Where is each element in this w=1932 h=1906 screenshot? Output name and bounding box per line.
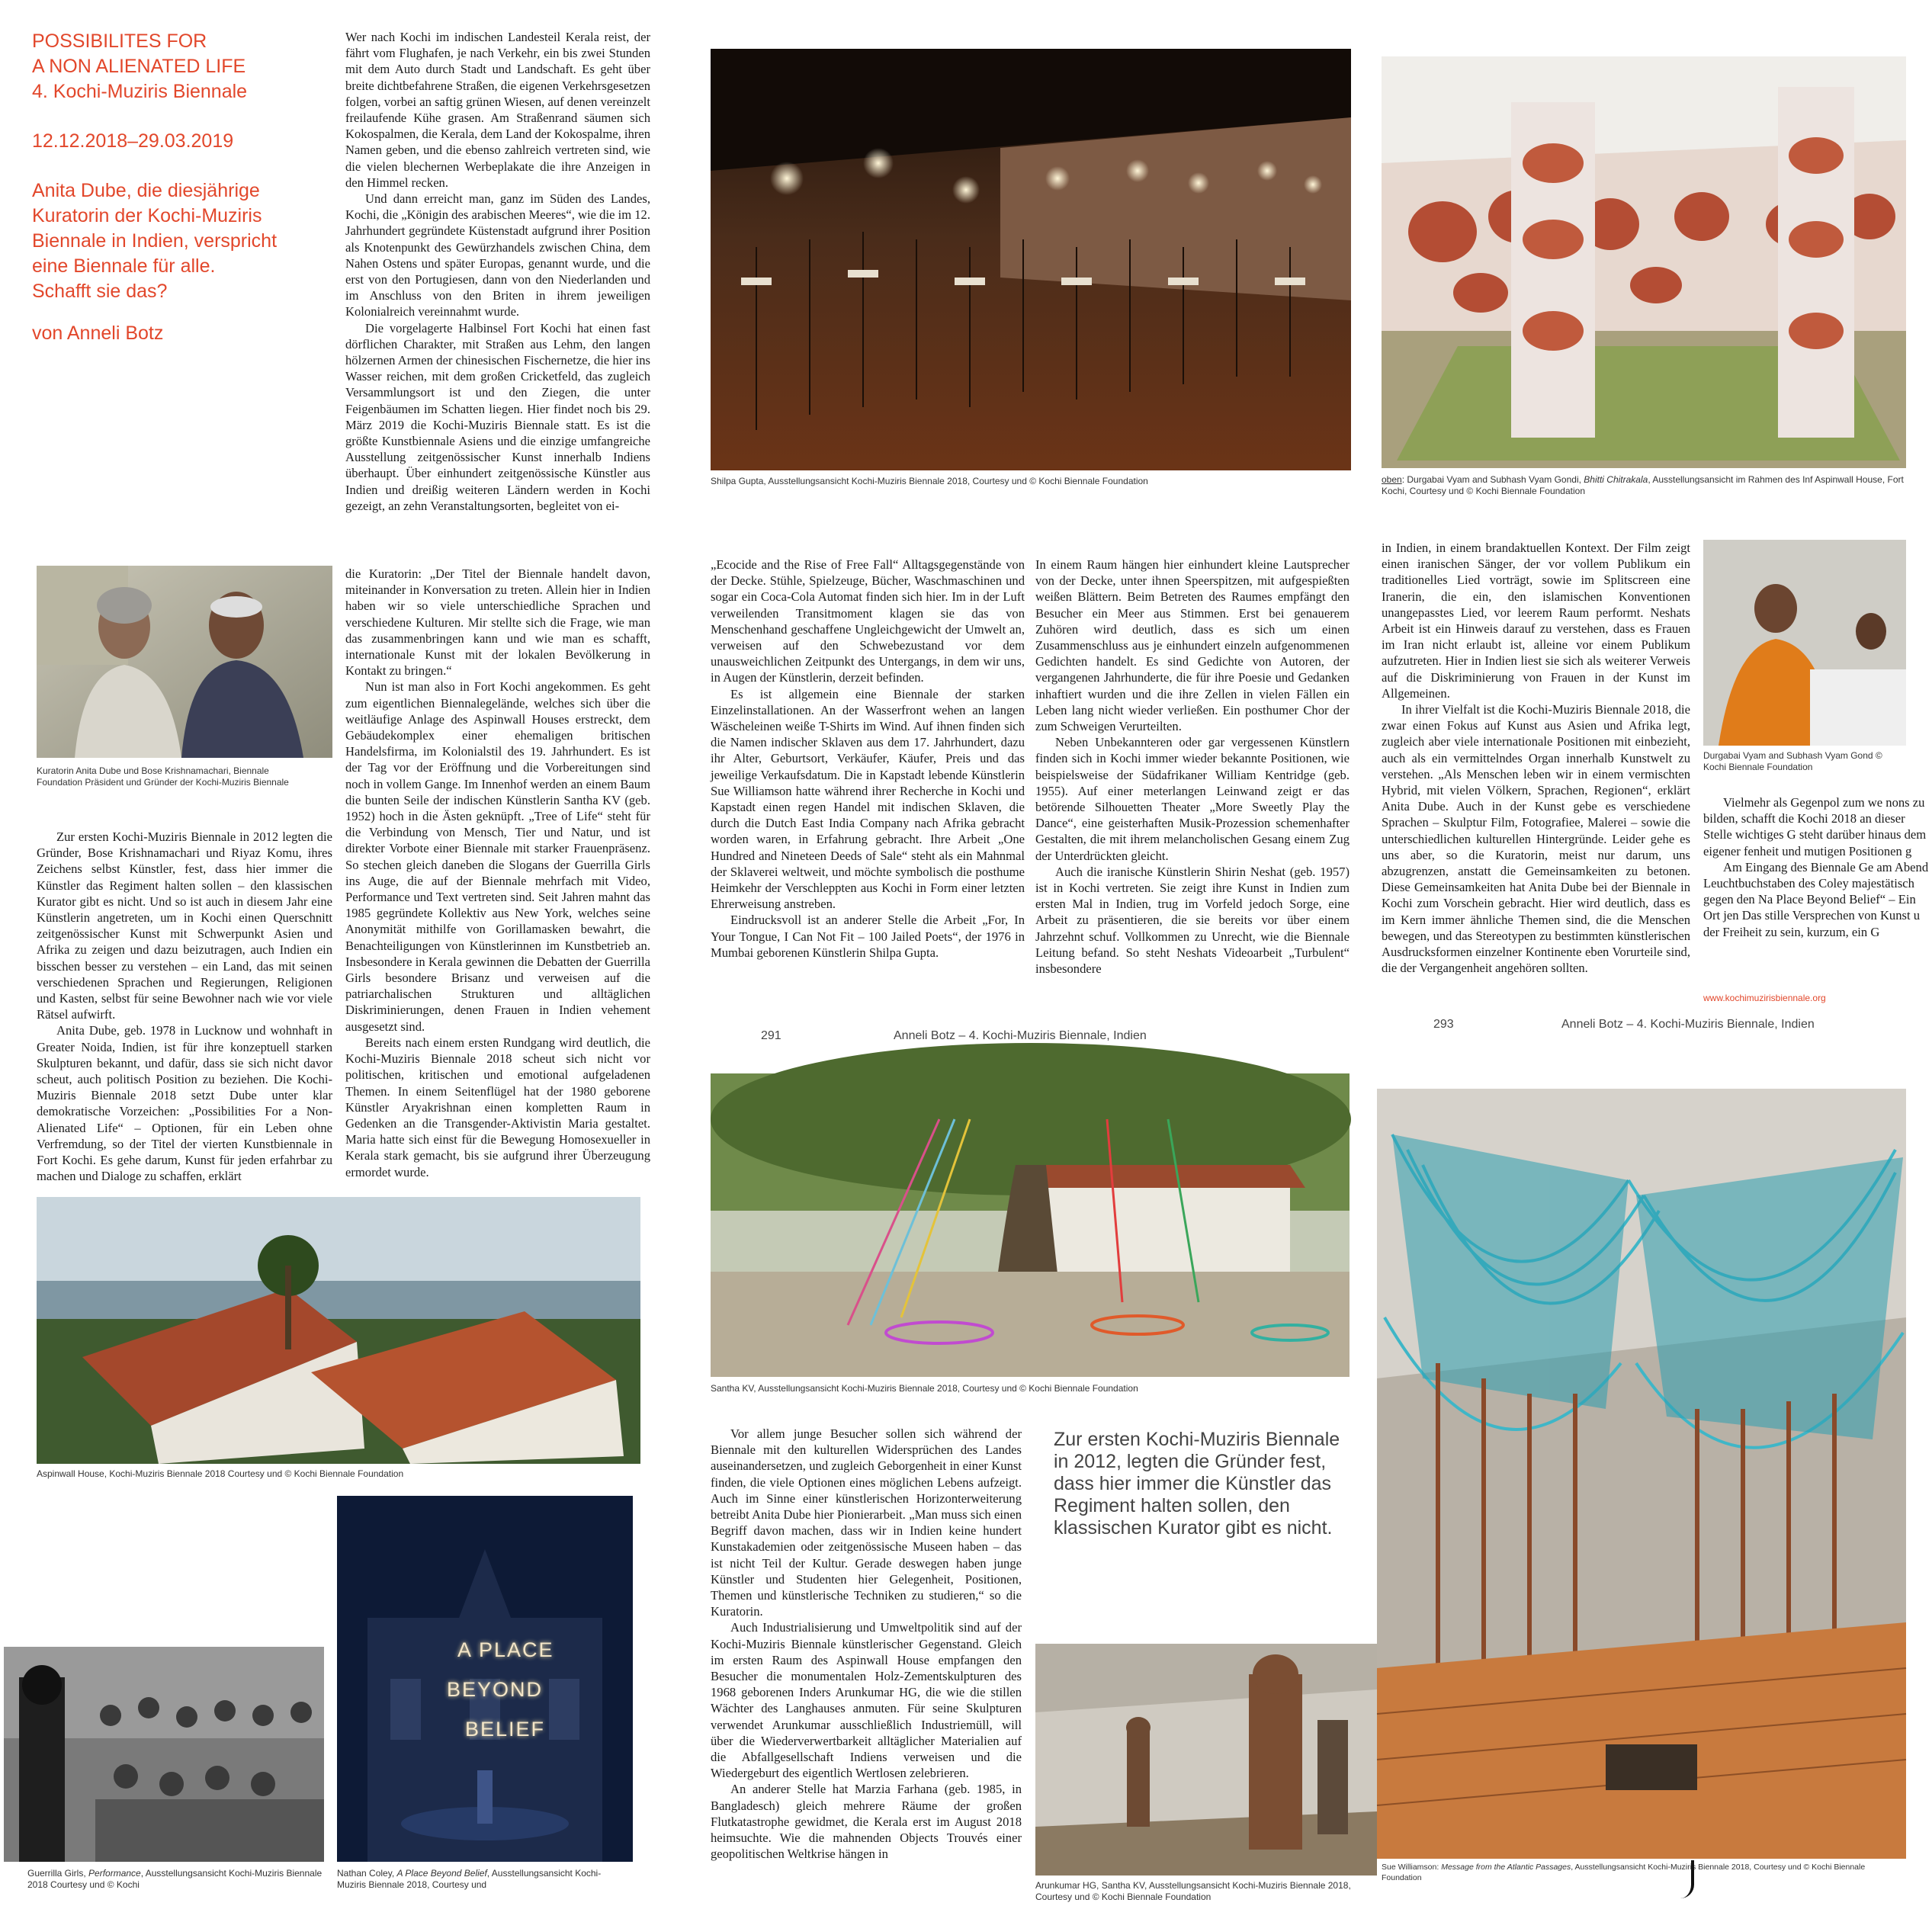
paragraph: An anderer Stelle hat Marzia Farhana (geb. 1985, in Bangladesch) gleich mehrere Räume der großen Flutkatastrophe gewidmet, die Kerala erst im August 2018 heimsuchte. Wie die mahnenden Objects Trouvés einer geopolitischen Weltkrise hängen in	[711, 1782, 1022, 1862]
durgabai-photo	[1703, 540, 1906, 746]
headline-line-2: A NON ALIENATED LIFE	[32, 56, 246, 77]
headline-block	[32, 29, 322, 346]
paragraph: Eindrucksvoll ist an anderer Stelle die Arbeit „For, In Your Tongue, I Can Not Fit – 100 Jailed Poets“, der 1976 in Mumbai geborenen Künstlerin Shilpa Gupta.	[711, 913, 1025, 960]
pull-quote-line: Regiment halten sollen, den	[1054, 1495, 1290, 1516]
paragraph: Vielmehr als Gegenpol zum we nons zu bilden, schafft die Kochi 2018 an dieser Stelle wichtiges G steht darüber hinaus dem eigener fenheit und mutigen Positionen g	[1703, 795, 1927, 858]
article-column-1-bottom	[37, 829, 332, 1184]
dates: 12.12.2018–29.03.2019	[32, 130, 234, 152]
caption-text: Sue Williamson: Message from the Atlantic Passages, Ausstellungsansicht Kochi-Muziris Biennale 2018, Courtesy und © Kochi Biennale Foundation	[1382, 1863, 1866, 1882]
caption-text: Kuratorin Anita Dube und Bose Krishnamachari, Biennale Foundation Präsident und Gründer der Kochi-Muziris Biennale	[37, 765, 289, 788]
paragraph: in Indien, in einem brandaktuellen Kontext. Der Film zeigt einen iranischen Sänger, der vor vollem Publikum ein traditionelles Lied vorträgt, sowie im Splitscreen eine Iranerin, die ein, den islamischen Konventionen unangepasstes Lied, vor leerem Raum performt. Neshats Arbeit ist ein Hinweis darauf zu verstehen, dass es Frauen im Iran nicht erlaubt ist, alleine vor einem Publikum aufzutreten. Hier in Indien liest sie sich als weiterer Verweis auf die Diskriminierung von Frauen in der Kunst im Allgemeinen.	[1382, 541, 1690, 701]
paragraph: die Kuratorin: „Der Titel der Biennale handelt davon, miteinander in Konversation zu treten. Allein hier in Indien haben wir so viele unterschiedliche Sprachen und verschiedene Kulturen. Mir stellte sich die Frage, wie man das zusammenbringen kann und wie man es schafft, internationale Kunst mit der lokalen Bevölkerung in Kontakt zu bringen.“	[345, 566, 650, 679]
headline-line-1: POSSIBILITES FOR	[32, 30, 207, 52]
running-footer: Anneli Botz – 4. Kochi-Muziris Biennale, Indien	[1561, 1018, 1815, 1031]
paragraph: Anita Dube, geb. 1978 in Lucknow und wohnhaft in Greater Noida, Indien, ist für ihre konzeptuell starken Skulpturen bekannt, und dafür, dass sie sich nicht davor scheut, auch politisch Position zu beziehen. Die Kochi-Muziris Biennale 2018 setzt Dube unter klar demokratische Vorzeichen: „Possibilities For a Non-Alienated Life“ – Optionen, für ein Leben ohne Verfremdung, so der Titel der vierten Kunstbiennale in Fort Kochi. Es gehe darum, Kunst für jeden erfahrbar zu machen und Dialoge zu schaffen, erklärt	[37, 1023, 332, 1184]
teaser	[32, 178, 322, 304]
caption-text: Shilpa Gupta, Ausstellungsansicht Kochi-Muziris Biennale 2018, Courtesy und © Kochi Biennale Foundation	[711, 476, 1148, 486]
santha-kv-caption	[711, 1383, 1350, 1394]
pull-quote-line: in 2012, legten die Gründer fest,	[1054, 1451, 1327, 1472]
portrait-photo	[37, 566, 332, 758]
durgabai-caption	[1703, 750, 1906, 773]
aspinwall-house-photo	[37, 1197, 640, 1464]
neon-line: BEYOND	[447, 1678, 544, 1701]
arunkumar-photo	[1035, 1644, 1377, 1876]
paragraph: Auch die iranische Künstlerin Shirin Neshat (geb. 1957) ist in Kochi vertreten. Sie zeigt ihre Kunst in Indien zum ersten Mal in Indien, trug im Vorfeld jedoch Sorge, eine Arbeit zu präsentieren, die sie bereits vor über einem Jahrzehnt schuf. Vollkommen zu Unrecht, wie die Biennale Leitung befand. So steht Neshats Videoarbeit „Turbulent“ insbesondere	[1035, 864, 1350, 977]
article-column-2-top	[345, 29, 650, 555]
running-footer: Anneli Botz – 4. Kochi-Muziris Biennale, Indien	[894, 1029, 1147, 1042]
page-number: 291	[761, 1029, 781, 1042]
website-link[interactable]: www.kochimuzirisbiennale.org	[1703, 993, 1826, 1003]
caption-text: Aspinwall House, Kochi-Muziris Biennale 2018 Courtesy und © Kochi Biennale Foundation	[37, 1468, 404, 1479]
guerrilla-caption	[27, 1868, 325, 1891]
paragraph: Zur ersten Kochi-Muziris Biennale in 2012 legten die Gründer, Bose Krishnamachari und Riyaz Komu, ihres Zeichens selbst Künstler, fest, dass hier immer die Künstler das Regiment halten sollen – den klassischen Kurator gibt es nicht. Und so ist auch in diesem Jahr eine Künstlerin angetreten, um in Kochi einen Querschnitt zeitgenössischer Kunst mit Schwerpunkt Asien und Afrika zu zeigen und dazu beizutragen, auch Indien ein bisschen besser zu verstehen – ein Land, das mit seinen verschiedenen Sprachen und Regierungen, Religionen und Kasten, selbst für seine Bewohner nach wie vor viele Rätsel aufwirft.	[37, 829, 332, 1022]
neon-sign	[447, 1630, 579, 1749]
paragraph: Nun ist man also in Fort Kochi angekommen. Es geht zum eigentlichen Biennalegelände, welches sich über die weitläufige Anlage des Aspinwall Houses erstreckt, dem Gebäudekomplex einer ehemaligen britischen Handelsfirma, im Kolonialstil des 19. Jahrhundert. Es ist der Tag vor der Eröffnung und die Vorbereitungen sind noch in vollem Gange. Im Innenhof werden an einem Baum die bunten Seile der indischen Künstlerin Santha KV (geb. 1952) hoch in die Ästen geknüpft. „Tree of Life“ steht für die Verbindung von Mensch, Tier und Natur, und ist direkter Vorbote einer Biennale mit starker Frauenpräsenz. So stechen gleich daneben die Slogans der Guerrilla Girls ins Auge, die auf der Biennale mehrfach mit Video, Performance und Text vertreten sind. Seit Jahren mahnt das 1985 gegründete Kollektiv aus New York, welches seine Anonymität mithilfe von Gorillamasken bewahrt, die Benachteiligungen von Künstlerinnen im Kunstbetrieb an. Insbesondere in Kerala gewinnen die Debatten der Guerrilla Girls besondere Brisanz und verweisen auf die patriarchalischen Strukturen und alltäglichen Diskriminierungen, denen Frauen in Indien vehement ausgesetzt sind.	[345, 679, 650, 1034]
teaser-line: Biennale in Indien, verspricht	[32, 230, 278, 252]
author: von Anneli Botz	[32, 322, 164, 344]
neon-line: BELIEF	[465, 1718, 546, 1741]
santha-kv-photo	[711, 1073, 1350, 1377]
headline-line-3: 4. Kochi-Muziris Biennale	[32, 81, 248, 102]
teaser-line: Schafft sie das?	[32, 281, 168, 302]
paragraph: Neben Unbekannteren oder gar vergessenen Künstlern finden sich in Kochi immer wieder bekannte Positionen, wie beispielsweise der Südafrikaner William Kentridge (geb. 1955). Auf einer meterlangen Leinwand zeigt er das betörende Silhouetten Theater „More Sweetly Play the Dance“, eine geisterhaften Musik-Prozession schemenhafter Gestalten, die mit ihrem melancholischen Gesang einem Zug der Unterdrückten gleicht.	[1035, 735, 1350, 863]
caption-text: Santha KV, Ausstellungsansicht Kochi-Muziris Biennale 2018, Courtesy und © Kochi Biennale Foundation	[711, 1383, 1138, 1394]
pull-quote-line: klassischen Kurator gibt es nicht.	[1054, 1517, 1333, 1539]
caption-text: Guerrilla Girls, Performance, Ausstellungsansicht Kochi-Muziris Biennale 2018 Courtesy und © Kochi	[27, 1868, 323, 1890]
nathan-coley-caption	[337, 1868, 611, 1891]
paragraph: „Ecocide and the Rise of Free Fall“ Alltagsgegenstände von der Decke. Stühle, Spielzeuge, Bücher, Waschmaschinen und sogar ein Coca-Cola Automat finden sich hier. Im in der Luft verweilenden Transitmoment klagen sie das von Menschenhand geschaffene Ungleichgewicht der Umwelt an, verweisen auf den Schwebezustand vor dem unausweichlichen Zeitpunkt des Untergangs, in dem wir uns, in Augen der Künstlerin, derzeit befinden.	[711, 557, 1025, 685]
sue-williamson-photo	[1377, 1089, 1906, 1859]
caption-text: Nathan Coley, A Place Beyond Belief, Ausstellungsansicht Kochi-Muziris Biennale 2018, Courtesy und	[337, 1868, 602, 1890]
article-column-3	[711, 557, 1025, 1044]
pull-quote-line: Zur ersten Kochi-Muziris Biennale	[1054, 1429, 1340, 1450]
teaser-line: eine Biennale für alle.	[32, 255, 216, 277]
scan-mark	[1674, 1860, 1694, 1898]
paragraph: Bereits nach einem ersten Rundgang wird deutlich, die Kochi-Muziris Biennale 2018 scheut sich nicht vor politischen, kritischen und emotional aufgeladenen Themen. In einem Seitenflügel hat der 1980 geborene Künstler Aryakrishnan einen kompletten Raum in Gedenken an die Transgender-Aktivistin Maria gestaltet. Maria hatte sich einst für die Bewegung Homosexueller in Kerala stark gemacht, bis sie aufgrund ihrer Überzeugung ermordet wurde.	[345, 1035, 650, 1179]
pull-quote	[1054, 1429, 1374, 1539]
paragraph: Auch Industrialisierung und Umweltpolitik sind auf der Kochi-Muziris Biennale künstlerischer Gegenstand. Gleich im ersten Raum des Aspinwall House empfangen den Besucher die monumentalen Holz-Zementskulpturen des 1968 geborenen Inders Arunkumar HG, die wie die stillen Wächter des Langhauses anmuten. Für seine Skulpturen verwendet Arunkumar ausschließlich Industriemüll, will über die Wiederverwertbarkeit alltäglicher Materialien auf die Abfallgesellschaft Indiens verweisen und die Wiedergeburt des eigentlich Wertlosen zelebrieren.	[711, 1620, 1022, 1781]
paragraph: Wer nach Kochi im indischen Landesteil Kerala reist, der fährt vom Flughafen, je nach Verkehr, ein bis zwei Stunden mit dem Auto durch Stadt und Landschaft. Es geht über breite dichtbefahrene Straßen, die eigenen Verkehrsgesetzen folgen, vorbei an saftig grünen Wiesen, auf denen vereinzelt freilaufende Kühe grasen. Am Straßenrand säumen sich Kokospalmen, die Kerala, dem Land der Kokospalme, ihren Namen geben, und die ebenso zahlreich vertreten sind, wie die vielen blechernen Werbeplakate die ihre Anzeigen in den Himmel recken.	[345, 30, 650, 190]
page-number: 293	[1433, 1018, 1454, 1031]
paragraph: Vor allem junge Besucher sollen sich während der Biennale mit den kulturellen Widersprüchen des Landes auseinandersetzen, und zugleich Geborgenheit in einer Kunst finden, die viele Optionen eines möglichen Lebens aufzeigt. Auch im Sinne einer künstlerischen Horizonterweiterung betreibt Anita Dube hier Pionierarbeit. „Man muss sich einen Begriff davon machen, dass wir in Indien keine hundert Kunstakademien oder zeitgenössische Museen haben – das ist nicht Teil der Kultur. Gerade deswegen haben junge Künstler und Studenten hier Gelegenheit, Positionen, Themen und künstlerische Techniken zu studieren,“ so die Kuratorin.	[711, 1426, 1022, 1619]
paragraph: In ihrer Vielfalt ist die Kochi-Muziris Biennale 2018, die zwar einen Fokus auf Kunst aus Asien und Afrika legt, zugleich aber viele internationale Positionen mit einbezieht, auch als ein vermittelndes Organ innerhalb Kunstwelt zu verstehen. „Als Menschen leben wir in einem vermischten Hybrid, mit vielen Völkern, Sprachen, Regionen“, erklärt Anita Dube. Auch in der Kunst gebe es verschiedene Sprachen – Skulptur Film, Fotografiee, Malerei – sowie die unterschiedlichen kulturellen Hintergründe. Leider gehe es uns aber, so die Kuratorin, meist nur darum, uns abzugrenzen, anstatt die Gemeinsamkeiten zu betonen. Diese Gemeinsamkeiten hat Anita Dube bei der Biennale in Kochi zum Vorschein gebracht. Hier wird deutlich, dass es im Kern immer ähnliche Themen sind, die die Menschen bewegen, und das Stereotypen zu bestimmten künstlerischen Ausdrucksformen einzelner Kontinente eben Vorurteile sind, die der Vergangenheit angehören sollten.	[1382, 702, 1690, 976]
paragraph: Es ist allgemein eine Biennale der starken Einzelinstallationen. An der Wasserfront wehen an langen Wäscheleinen weiße T-Shirts im Wind. Auf ihnen finden sich die Namen indischer Sklaven aus dem 17. Jahrhundert, dazu ihr Alter, Geburtsort, Verkäufer, Käufer, Preis und das jeweilige Verkaufsdatum. Die in Kapstadt lebende Künstlerin Sue Williamson hatte während ihrer Recherche in Kochi und Kapstadt einen regen Handel mit indischen Sklaven, die durch die Dutch East India Company nach Afrika gebracht worden waren, in Erfahrung gebracht. Ihre Arbeit „One Hundred and Nineteen Deeds of Sale“ steht als ein Mahnmal der Sklaverei weltweit, und möchte symbolisch die posthume Heimkehr der Verschleppten aus Kochi in Form einer letzten Ehrerweisung anstreben.	[711, 686, 1025, 912]
article-column-7	[711, 1426, 1022, 1906]
aspinwall-caption	[37, 1468, 570, 1480]
article-column-4	[1035, 557, 1350, 1044]
caption-text: oben: Durgabai Vyam and Subhash Vyam Gondi, Bhitti Chitrakala, Ausstellungsansicht im Rahmen des Inf Aspinwall House, Fort Kochi, Courtesy und © Kochi Biennale Foundation	[1382, 474, 1904, 496]
article-column-2-bottom	[345, 566, 650, 1179]
paragraph: Am Eingang des Biennale Ge am Abend Leuchtbuchstaben des Coley majestätisch gegen den Na Place Beyond Belief“ – Ein Ort jen Das stille Versprechen von Kunst u der Freiheit zu sein, kurzum, ein G	[1703, 859, 1929, 939]
gondi-installation-photo	[1382, 56, 1906, 468]
portrait-caption	[37, 765, 311, 788]
guerrilla-girls-photo	[4, 1647, 324, 1862]
pull-quote-line: dass hier immer die Künstler das	[1054, 1473, 1332, 1494]
gondi-caption	[1382, 474, 1906, 497]
arunkumar-caption	[1035, 1880, 1377, 1903]
paragraph: In einem Raum hängen hier einhundert kleine Lautsprecher von der Decke, unter ihnen Speerspitzen, mit aufgespießten weißen Blättern. Beim Betreten des Raumes empfängt den Besucher ein Meer aus Stimmen. Erst bei genauerem Zuhören wird deutlich, dass es sich um einen Zusammenschluss aus je einhundert einzeln aufgenommenen Gedichten handelt. Es sind Gedichte von Autoren, der vergangenen Jahrhunderte, die für ihre Poesie und Gedanken inhaftiert wurden und die ihre Zellen in vielen Fällen ein Leben lang nicht wieder verließen. Ein posthumer Chor der zum Schweigen Verurteilten.	[1035, 557, 1350, 734]
article-column-6	[1703, 794, 1932, 1016]
paragraph: Die vorgelagerte Halbinsel Fort Kochi hat einen fast dörflichen Charakter, mit Straßen aus Lehm, den langen hölzernen Armen der chinesischen Fischernetze, die hier ins Wasser reichen, mit dem großen Cricketfeld, das zugleich Versammlungsort ist und den Ziegen, die unter Feigenbäumen im Schatten liegen. Hier findet noch bis 29. März 2019 die Kochi-Muziris Biennale statt. Es ist die größte Kunstbiennale Asiens und die einzige umfangreiche Ausstellung zeitgenössischer Kunst innerhalb Indiens überhaupt. Über einhundert zeitgenössische Künstler aus Indien und dreißig weiteren Ländern werden in Kochi gezeigt, an zehn Veranstaltungsorten, begleitet von ei-	[345, 320, 650, 513]
teaser-line: Kuratorin der Kochi-Muziris	[32, 205, 262, 226]
teaser-line: Anita Dube, die diesjährige	[32, 180, 260, 201]
article-column-5	[1382, 540, 1690, 1012]
sue-williamson-caption	[1382, 1862, 1869, 1883]
shilpa-gupta-photo	[711, 49, 1351, 470]
caption-text: Durgabai Vyam and Subhash Vyam Gond © Kochi Biennale Foundation	[1703, 750, 1882, 772]
neon-line: A PLACE	[457, 1638, 554, 1661]
shilpa-gupta-caption	[711, 476, 1351, 487]
paragraph: Und dann erreicht man, ganz im Süden des Landes, Kochi, die „Königin des arabischen Meeres“, wie die im 12. Jahrhundert gegründete Küstenstadt aufgrund ihrer Position als Knotenpunkt des Gewürzhandels zwischen China, dem Nahen Ostens und später Europas, genannt wurde, und die erst von den Portugiesen, dann von den Niederlanden und im Anschluss von den Briten in ihrem jeweiligen Kolonialreich vereinnahmt wurde.	[345, 191, 650, 319]
caption-text: Arunkumar HG, Santha KV, Ausstellungsansicht Kochi-Muziris Biennale 2018, Courtesy und © Kochi Biennale Foundation	[1035, 1880, 1351, 1902]
